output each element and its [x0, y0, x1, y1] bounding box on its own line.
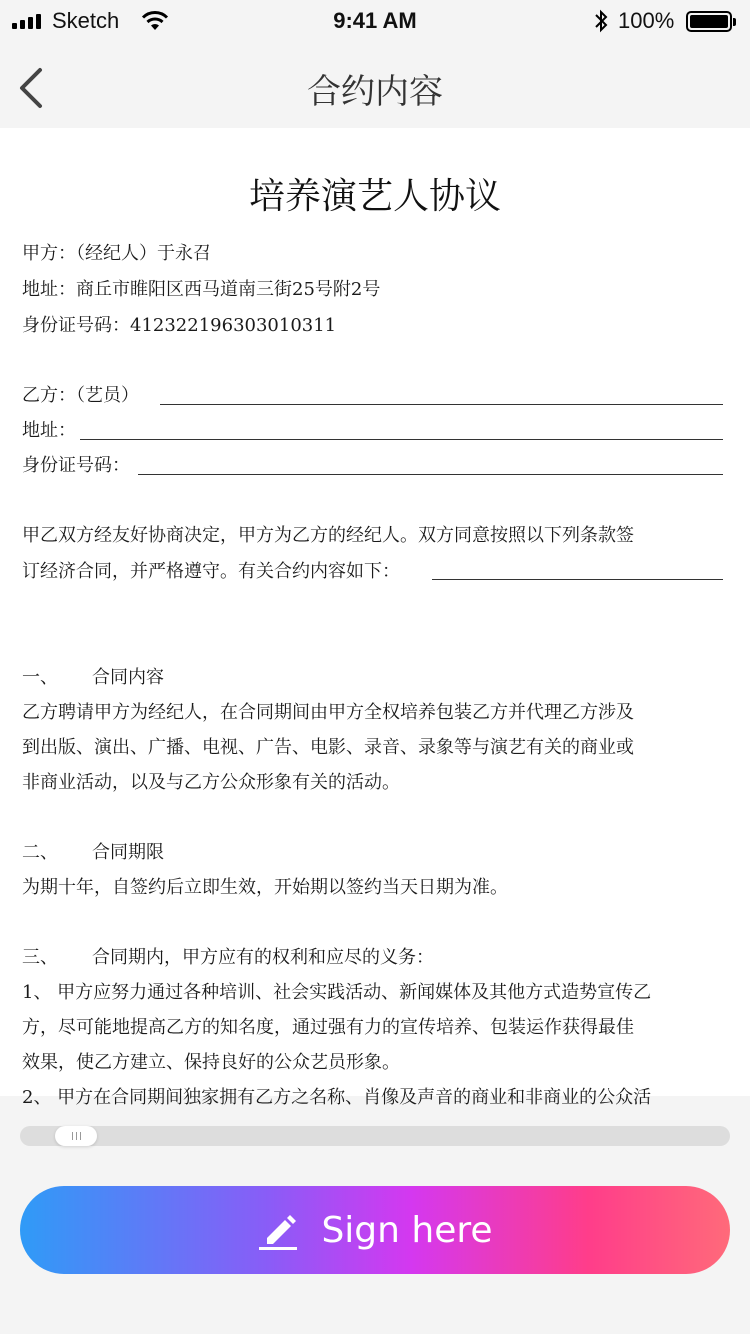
party-b-id-blank	[138, 474, 723, 475]
section-body-line: 非商业活动，以及与乙方公众形象有关的活动。	[22, 772, 400, 793]
pen-icon	[257, 1208, 301, 1252]
party-b-id-label: 身份证号码：	[22, 455, 130, 476]
section-title: 合同内容	[92, 667, 164, 688]
intro-blank	[432, 579, 723, 580]
section-body-line: 效果，使乙方建立、保持良好的公众艺员形象。	[22, 1052, 400, 1073]
section-body-line: 到出版、演出、广播、电视、广告、电影、录音、录象等与演艺有关的商业或	[22, 737, 634, 758]
party-b-address-blank	[80, 439, 723, 440]
section-heading	[22, 946, 434, 970]
sign-here-button[interactable]	[20, 1186, 730, 1274]
section-number: 二、	[22, 842, 58, 863]
party-b-address-label: 地址：	[22, 420, 76, 441]
section-body-line: 为期十年，自签约后立即生效，开始期以签约当天日期为准。	[22, 877, 508, 898]
party-a-address: 地址：商丘市睢阳区西马道南三街25号附2号	[22, 279, 381, 300]
battery-icon	[686, 11, 732, 32]
document-title: 培养演艺人协议	[248, 176, 501, 217]
read-progress-knob[interactable]	[55, 1126, 97, 1146]
bluetooth-icon	[593, 9, 609, 33]
section-number: 三、	[22, 947, 58, 968]
battery-percent: 100%	[618, 8, 675, 33]
carrier-name: Sketch	[52, 8, 120, 33]
status-bar	[0, 0, 750, 44]
intro-line: 订经济合同，并严格遵守。有关合约内容如下：	[22, 561, 400, 582]
contract-document[interactable]	[0, 128, 750, 1108]
party-b-name-label: 乙方：（艺员）	[22, 385, 139, 406]
party-a-name: 甲方：（经纪人）于永召	[22, 243, 211, 264]
party-a-id: 身份证号码：412322196303010311	[22, 315, 337, 336]
intro-line: 甲乙双方经友好协商决定，甲方为乙方的经纪人。双方同意按照以下列条款签	[22, 525, 634, 546]
section-title: 合同期限	[92, 842, 164, 863]
section-body-line: 1、 甲方应努力通过各种培训、社会实践活动、新闻媒体及其他方式造势宣传乙	[22, 982, 652, 1003]
section-body-line: 乙方聘请甲方为经纪人，在合同期间由甲方全权培养包装乙方并代理乙方涉及	[22, 702, 634, 723]
sign-here-label: Sign here	[321, 1209, 493, 1251]
read-progress-track[interactable]	[20, 1126, 730, 1146]
section-title: 合同期内，甲方应有的权利和应尽的义务：	[92, 947, 434, 968]
section-number: 一、	[22, 667, 58, 688]
page-title: 合约内容	[307, 72, 443, 112]
section-heading	[22, 841, 164, 865]
nav-bar	[0, 44, 750, 128]
section-body-line: 2、 甲方在合同期间独家拥有乙方之名称、肖像及声音的商业和非商业的公众活	[22, 1087, 652, 1108]
section-heading	[22, 666, 164, 690]
party-b-name-blank	[160, 404, 723, 405]
section-body-line: 方，尽可能地提高乙方的知名度，通过强有力的宣传培养、包装运作获得最佳	[22, 1017, 634, 1038]
clock: 9:41 AM	[333, 8, 417, 33]
